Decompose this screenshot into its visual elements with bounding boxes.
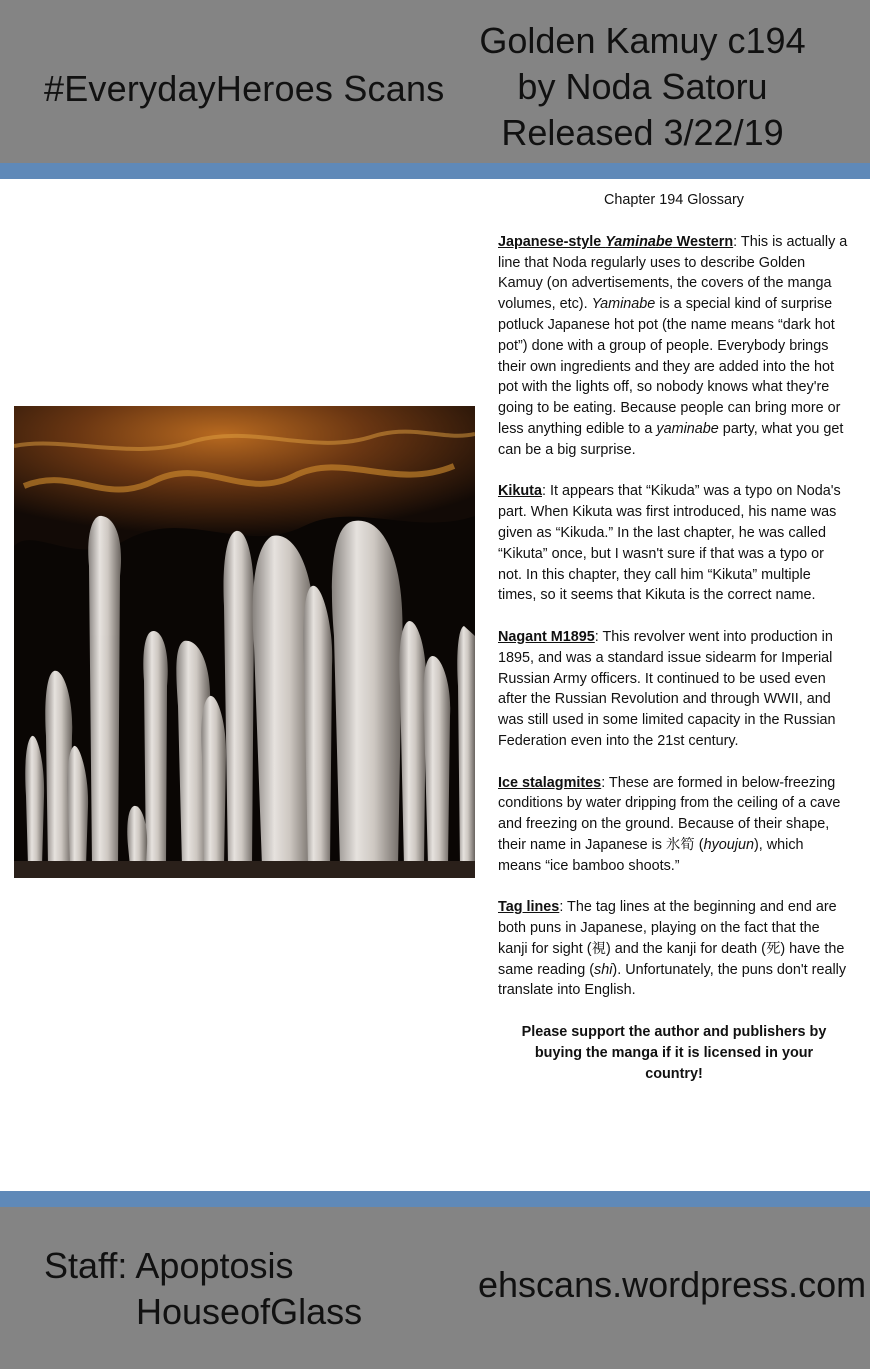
- chapter-title: Golden Kamuy c194: [479, 20, 806, 61]
- glossary-entry-ice-stalagmites: Ice stalagmites: These are formed in below-freezing conditions by water dripping from the ceiling of a cave and freezing on the ground. Because of their shape, their name in Japanese is 氷筍 (hyoujun), which means “ice bamboo shoots.”: [498, 774, 841, 874]
- support-author-note: Please support the author and publishers by buying the manga if it is licensed in your country!: [521, 1024, 827, 1082]
- glossary-term: Tag lines: [498, 899, 560, 916]
- release-date: Released 3/22/19: [501, 112, 784, 153]
- glossary-term: Japanese-style Yaminabe Western: [498, 233, 734, 250]
- author-credit: by Noda Satoru: [517, 66, 768, 107]
- glossary-definition: : This revolver went into production in 1895, and was a standard issue sidearm for Imperial Russian Army officers. It continued to be used even after the Russian Revolution and through WWII, and was still used in some limited capacity in the Russian Federation even into the 21st century.: [498, 628, 836, 749]
- staff-line: HouseofGlass: [136, 1291, 363, 1332]
- glossary-definition: : These are formed in below-freezing conditions by water dripping from the ceiling of a cave and freezing on the ground. Because of their shape, their name in Japanese is 氷筍 (: [498, 774, 841, 853]
- website-link[interactable]: ehscans.wordpress.com: [478, 1264, 867, 1305]
- glossary-entry-nagant: [498, 627, 850, 752]
- glossary-entry-yaminabe: Japanese-style Yaminabe Western: This is actually a line that Noda regularly uses to describe Golden Kamuy (on advertisements, the covers of the manga volumes, etc). Yaminabe is a special kind of surprise potluck Japanese hot pot (the name means “dark hot pot”) done with a group of people. Everybody brings their own ingredients and they are added into the hot pot with the lights off, so nobody knows what they're going to be eating. Because people can bring more or less anything edible to a yaminabe party, what you get can be a big surprise.: [498, 233, 848, 458]
- ice-stalagmites-photo: [14, 406, 475, 878]
- scanlation-group-name: #EverydayHeroes Scans: [44, 68, 445, 109]
- glossary-entry-tag-lines: Tag lines: The tag lines at the beginning and end are both puns in Japanese, playing on the fact that the kanji for sight (視) and the kanji for death (死) have the same reading (shi). Unfortunately, the puns don't really translate into English.: [498, 899, 847, 999]
- chapter-title-block: [470, 18, 815, 156]
- glossary-title: Chapter 194 Glossary: [604, 192, 744, 208]
- chapter-glossary: [498, 190, 850, 1084]
- footer-stripe: [0, 1191, 870, 1207]
- header-stripe: [0, 163, 870, 179]
- glossary-entry-kikuta: [498, 481, 850, 606]
- staff-credits: [44, 1243, 362, 1335]
- glossary-term: Nagant M1895: [498, 628, 595, 645]
- glossary-term: Kikuta: [498, 483, 542, 500]
- glossary-definition: : It appears that “Kikuda” was a typo on Noda's part. When Kikuta was first introduced, his name was given as “Kikuda.” In the last chapter, he was called “Kikuta” once, but I wasn't sure if that was a typo or not. In this chapter, they call him “Kikuta” multiple times, so it seems that Kikuta is the correct name.: [498, 483, 841, 604]
- staff-line: Staff: Apoptosis: [44, 1245, 294, 1286]
- glossary-term: Ice stalagmites: [498, 774, 602, 791]
- glossary-definition: : This is actually a line that Noda regularly uses to describe Golden Kamuy (on advertisements, the covers of the manga volumes, etc).: [498, 233, 848, 313]
- glossary-definition: : The tag lines at the beginning and end are both puns in Japanese, playing on the fact that the kanji for sight (視) and the kanji for death (死) have the same reading (: [498, 899, 845, 978]
